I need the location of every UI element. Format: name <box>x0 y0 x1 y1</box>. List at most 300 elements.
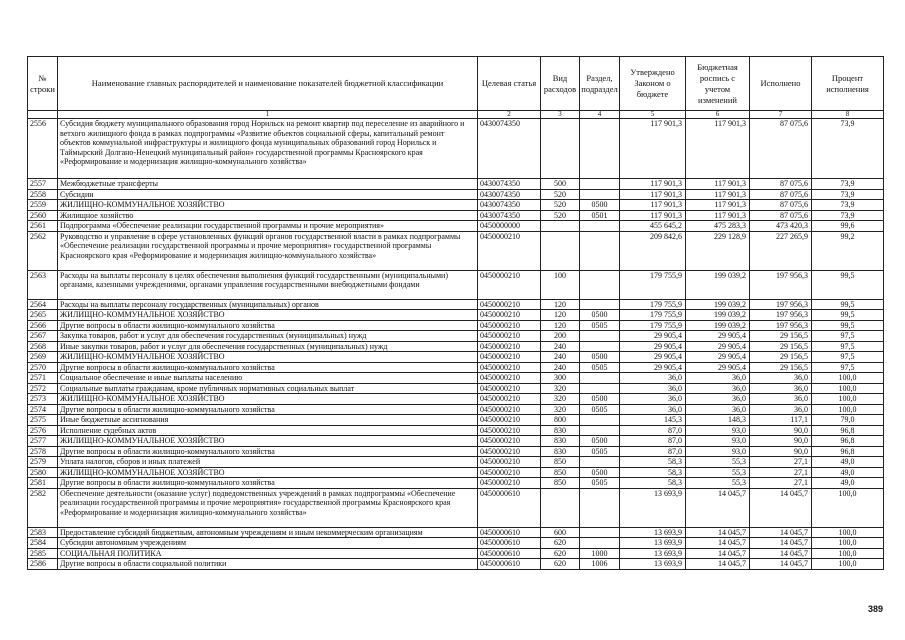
budget-schedule-cell: 199 039,2 <box>686 270 750 299</box>
column-number: 2 <box>478 111 541 119</box>
table-row <box>28 179 884 190</box>
row-number-cell: 2577 <box>28 436 58 447</box>
name-cell: Другие вопросы в области жилищно-коммунального хозяйства <box>58 478 478 489</box>
column-number: 7 <box>750 111 812 119</box>
percent-cell: 100,0 <box>812 373 884 384</box>
executed-cell: 87 075,6 <box>750 200 812 211</box>
row-number-cell: 2567 <box>28 331 58 342</box>
section-cell: 0500 <box>580 310 620 321</box>
row-number-cell: 2576 <box>28 425 58 436</box>
percent-cell: 99,5 <box>812 270 884 299</box>
section-cell <box>580 189 620 200</box>
executed-cell: 29 156,5 <box>750 331 812 342</box>
expense-type-cell: 830 <box>541 446 580 457</box>
budget-schedule-cell: 14 045,7 <box>686 548 750 559</box>
row-number-cell: 2579 <box>28 457 58 468</box>
percent-cell: 100,0 <box>812 488 884 527</box>
expense-type-cell: 300 <box>541 373 580 384</box>
approved-cell: 117 901,3 <box>620 179 686 190</box>
target-article-cell: 0450000210 <box>478 331 541 342</box>
section-cell: 0505 <box>580 478 620 489</box>
section-cell: 0501 <box>580 210 620 221</box>
name-cell: Уплата налогов, сборов и иных платежей <box>58 457 478 468</box>
expense-type-cell: 120 <box>541 320 580 331</box>
percent-cell: 100,0 <box>812 527 884 538</box>
executed-cell: 197 956,3 <box>750 320 812 331</box>
executed-cell: 36,0 <box>750 373 812 384</box>
name-cell: Субсидии автономным учреждениям <box>58 538 478 549</box>
section-cell <box>580 425 620 436</box>
column-number: 3 <box>541 111 580 119</box>
table-row <box>28 119 884 179</box>
expense-type-cell: 850 <box>541 457 580 468</box>
executed-cell: 14 045,7 <box>750 538 812 549</box>
budget-schedule-cell: 199 039,2 <box>686 299 750 310</box>
target-article-cell: 0450000210 <box>478 320 541 331</box>
table-row <box>28 559 884 570</box>
executed-cell: 29 156,5 <box>750 341 812 352</box>
table-row <box>28 270 884 299</box>
row-number-cell: 2557 <box>28 179 58 190</box>
approved-cell: 87,0 <box>620 425 686 436</box>
approved-cell: 58,3 <box>620 467 686 478</box>
header-approved: Утверждено Законом о бюджете <box>620 57 686 111</box>
table-row <box>28 299 884 310</box>
table-row <box>28 415 884 426</box>
approved-cell: 179 755,9 <box>620 299 686 310</box>
section-cell: 0500 <box>580 394 620 405</box>
executed-cell: 117,1 <box>750 415 812 426</box>
expense-type-cell: 320 <box>541 394 580 405</box>
section-cell: 0500 <box>580 436 620 447</box>
approved-cell: 36,0 <box>620 394 686 405</box>
row-number-cell: 2568 <box>28 341 58 352</box>
target-article-cell: 0450000610 <box>478 538 541 549</box>
approved-cell: 29 905,4 <box>620 331 686 342</box>
row-number-cell: 2564 <box>28 299 58 310</box>
percent-cell: 79,0 <box>812 415 884 426</box>
expense-type-cell: 520 <box>541 210 580 221</box>
expense-type-cell: 500 <box>541 179 580 190</box>
section-cell <box>580 527 620 538</box>
name-cell: Расходы на выплаты персоналу государственных (муниципальных) органов <box>58 299 478 310</box>
approved-cell: 87,0 <box>620 446 686 457</box>
approved-cell: 58,3 <box>620 457 686 468</box>
approved-cell: 29 905,4 <box>620 352 686 363</box>
budget-schedule-cell: 117 901,3 <box>686 210 750 221</box>
section-cell <box>580 179 620 190</box>
name-cell: Социальные выплаты гражданам, кроме публичных нормативных социальных выплат <box>58 383 478 394</box>
expense-type-cell <box>541 488 580 527</box>
header-expense-type: Вид расходов <box>541 57 580 111</box>
section-cell <box>580 415 620 426</box>
approved-cell: 145,3 <box>620 415 686 426</box>
approved-cell: 117 901,3 <box>620 119 686 179</box>
target-article-cell: 0450000610 <box>478 548 541 559</box>
budget-schedule-cell: 93,0 <box>686 436 750 447</box>
executed-cell: 27,1 <box>750 467 812 478</box>
section-cell <box>580 231 620 270</box>
table-row <box>28 331 884 342</box>
target-article-cell: 0450000210 <box>478 425 541 436</box>
budget-schedule-cell: 36,0 <box>686 404 750 415</box>
executed-cell: 197 956,3 <box>750 270 812 299</box>
table-row <box>28 210 884 221</box>
target-article-cell: 0450000210 <box>478 467 541 478</box>
approved-cell: 58,3 <box>620 478 686 489</box>
section-cell: 0500 <box>580 200 620 211</box>
row-number-cell: 2585 <box>28 548 58 559</box>
row-number-cell: 2556 <box>28 119 58 179</box>
section-cell <box>580 457 620 468</box>
budget-schedule-cell: 14 045,7 <box>686 527 750 538</box>
approved-cell: 117 901,3 <box>620 210 686 221</box>
target-article-cell: 0430074350 <box>478 119 541 179</box>
executed-cell: 29 156,5 <box>750 362 812 373</box>
name-cell: Другие вопросы в области жилищно-коммунального хозяйства <box>58 320 478 331</box>
section-cell <box>580 119 620 179</box>
percent-cell: 100,0 <box>812 559 884 570</box>
row-number-cell: 2571 <box>28 373 58 384</box>
expense-type-cell <box>541 221 580 232</box>
percent-cell: 73,9 <box>812 179 884 190</box>
name-cell: Иные бюджетные ассигнования <box>58 415 478 426</box>
executed-cell: 90,0 <box>750 425 812 436</box>
target-article-cell: 0450000210 <box>478 352 541 363</box>
budget-schedule-cell: 117 901,3 <box>686 179 750 190</box>
name-cell: Другие вопросы в области жилищно-коммунального хозяйства <box>58 404 478 415</box>
section-cell <box>580 341 620 352</box>
approved-cell: 13 693,9 <box>620 548 686 559</box>
name-cell: Закупка товаров, работ и услуг для обеспечения государственных (муниципальных) нужд <box>58 331 478 342</box>
target-article-cell: 0450000000 <box>478 221 541 232</box>
executed-cell: 14 045,7 <box>750 559 812 570</box>
row-number-cell: 2572 <box>28 383 58 394</box>
row-number-cell: 2561 <box>28 221 58 232</box>
column-number: 1 <box>58 111 478 119</box>
budget-schedule-cell: 199 039,2 <box>686 310 750 321</box>
section-cell <box>580 488 620 527</box>
approved-cell: 13 693,9 <box>620 538 686 549</box>
name-cell: Социальное обеспечение и иные выплаты населению <box>58 373 478 384</box>
table-body <box>28 119 884 570</box>
row-number-cell: 2565 <box>28 310 58 321</box>
table-row <box>28 221 884 232</box>
executed-cell: 87 075,6 <box>750 210 812 221</box>
row-number-cell: 2570 <box>28 362 58 373</box>
row-number-cell: 2583 <box>28 527 58 538</box>
budget-schedule-cell: 117 901,3 <box>686 200 750 211</box>
table-row <box>28 310 884 321</box>
budget-schedule-cell: 229 128,9 <box>686 231 750 270</box>
target-article-cell: 0430074350 <box>478 189 541 200</box>
expense-type-cell: 120 <box>541 310 580 321</box>
section-cell <box>580 270 620 299</box>
approved-cell: 179 755,9 <box>620 310 686 321</box>
executed-cell: 14 045,7 <box>750 548 812 559</box>
approved-cell: 36,0 <box>620 383 686 394</box>
target-article-cell: 0450000610 <box>478 559 541 570</box>
table-row <box>28 383 884 394</box>
name-cell: Расходы на выплаты персоналу в целях обеспечения выполнения функций государственными (муниципальными) органами, казенными учреждениями, органами управления государственными внебюджетными фондами <box>58 270 478 299</box>
name-cell: Жилищное хозяйство <box>58 210 478 221</box>
approved-cell: 29 905,4 <box>620 362 686 373</box>
budget-schedule-cell: 55,3 <box>686 457 750 468</box>
approved-cell: 29 905,4 <box>620 341 686 352</box>
executed-cell: 29 156,5 <box>750 352 812 363</box>
executed-cell: 87 075,6 <box>750 119 812 179</box>
percent-cell: 73,9 <box>812 189 884 200</box>
section-cell <box>580 331 620 342</box>
percent-cell: 73,9 <box>812 119 884 179</box>
percent-cell: 97,5 <box>812 362 884 373</box>
expense-type-cell: 320 <box>541 383 580 394</box>
table-row <box>28 527 884 538</box>
budget-schedule-cell: 14 045,7 <box>686 538 750 549</box>
target-article-cell: 0450000210 <box>478 457 541 468</box>
percent-cell: 99,5 <box>812 320 884 331</box>
table-row <box>28 446 884 457</box>
section-cell <box>580 221 620 232</box>
approved-cell: 179 755,9 <box>620 270 686 299</box>
budget-schedule-cell: 148,3 <box>686 415 750 426</box>
table-row <box>28 341 884 352</box>
section-cell <box>580 538 620 549</box>
expense-type-cell: 520 <box>541 189 580 200</box>
target-article-cell: 0430074350 <box>478 179 541 190</box>
percent-cell: 100,0 <box>812 538 884 549</box>
name-cell: Обеспечение деятельности (оказание услуг) подведомственных учреждений в рамках подпрограммы «Обеспечение реализации государственной программы и прочие мероприятия» государственной программы Красноярского края «Реформирование и модернизация жилищно-коммунального хозяйства» <box>58 488 478 527</box>
executed-cell: 197 956,3 <box>750 310 812 321</box>
executed-cell: 197 956,3 <box>750 299 812 310</box>
percent-cell: 73,9 <box>812 200 884 211</box>
executed-cell: 90,0 <box>750 436 812 447</box>
column-number: 5 <box>620 111 686 119</box>
budget-sheet <box>27 56 883 570</box>
budget-schedule-cell: 36,0 <box>686 383 750 394</box>
row-number-cell: 2578 <box>28 446 58 457</box>
name-cell: Предоставление субсидий бюджетным, автономным учреждениям и иным некоммерческим организациям <box>58 527 478 538</box>
percent-cell: 96,8 <box>812 436 884 447</box>
section-cell <box>580 383 620 394</box>
section-cell: 0500 <box>580 352 620 363</box>
table-row <box>28 425 884 436</box>
approved-cell: 87,0 <box>620 436 686 447</box>
approved-cell: 13 693,9 <box>620 488 686 527</box>
target-article-cell: 0450000210 <box>478 270 541 299</box>
column-number-row <box>28 111 884 119</box>
approved-cell: 36,0 <box>620 373 686 384</box>
expense-type-cell: 620 <box>541 559 580 570</box>
percent-cell: 99,5 <box>812 299 884 310</box>
expense-type-cell: 850 <box>541 467 580 478</box>
executed-cell: 14 045,7 <box>750 488 812 527</box>
budget-schedule-cell: 29 905,4 <box>686 331 750 342</box>
expense-type-cell: 620 <box>541 538 580 549</box>
target-article-cell: 0430074350 <box>478 210 541 221</box>
percent-cell: 100,0 <box>812 394 884 405</box>
target-article-cell: 0450000210 <box>478 383 541 394</box>
row-number-cell: 2580 <box>28 467 58 478</box>
percent-cell: 49,0 <box>812 467 884 478</box>
name-cell: Другие вопросы в области жилищно-коммунального хозяйства <box>58 362 478 373</box>
name-cell: Руководство и управление в сфере установленных функций органов государственной власти в рамках подпрограммы «Обеспечение реализации государственной программы и прочие мероприятия» государственной программы Красноярского края «Реформирование и модернизация жилищно-коммунального хозяйства» <box>58 231 478 270</box>
expense-type-cell: 120 <box>541 299 580 310</box>
percent-cell: 97,5 <box>812 352 884 363</box>
target-article-cell: 0450000210 <box>478 404 541 415</box>
table-row <box>28 436 884 447</box>
row-number-cell: 2569 <box>28 352 58 363</box>
target-article-cell: 0450000210 <box>478 299 541 310</box>
percent-cell: 49,0 <box>812 457 884 468</box>
expense-type-cell: 600 <box>541 527 580 538</box>
executed-cell: 90,0 <box>750 446 812 457</box>
target-article-cell: 0450000210 <box>478 436 541 447</box>
table-row <box>28 373 884 384</box>
table-row <box>28 404 884 415</box>
name-cell: ЖИЛИЩНО-КОММУНАЛЬНОЕ ХОЗЯЙСТВО <box>58 436 478 447</box>
name-cell: ЖИЛИЩНО-КОММУНАЛЬНОЕ ХОЗЯЙСТВО <box>58 394 478 405</box>
budget-schedule-cell: 36,0 <box>686 373 750 384</box>
executed-cell: 27,1 <box>750 478 812 489</box>
section-cell: 0505 <box>580 404 620 415</box>
expense-type-cell: 240 <box>541 362 580 373</box>
percent-cell: 99,2 <box>812 231 884 270</box>
approved-cell: 117 901,3 <box>620 189 686 200</box>
executed-cell: 227 265,9 <box>750 231 812 270</box>
approved-cell: 13 693,9 <box>620 559 686 570</box>
table-row <box>28 352 884 363</box>
expense-type-cell: 830 <box>541 436 580 447</box>
section-cell: 0505 <box>580 446 620 457</box>
percent-cell: 100,0 <box>812 404 884 415</box>
approved-cell: 13 693,9 <box>620 527 686 538</box>
header-target-article: Целевая статья <box>478 57 541 111</box>
budget-schedule-cell: 29 905,4 <box>686 341 750 352</box>
budget-schedule-cell: 55,3 <box>686 467 750 478</box>
expense-type-cell: 100 <box>541 270 580 299</box>
approved-cell: 179 755,9 <box>620 320 686 331</box>
column-number: 4 <box>580 111 620 119</box>
target-article-cell: 0450000210 <box>478 415 541 426</box>
executed-cell: 36,0 <box>750 394 812 405</box>
table-row <box>28 488 884 527</box>
row-number-cell: 2581 <box>28 478 58 489</box>
section-cell: 0505 <box>580 362 620 373</box>
table-row <box>28 320 884 331</box>
target-article-cell: 0450000210 <box>478 362 541 373</box>
section-cell <box>580 373 620 384</box>
target-article-cell: 0450000610 <box>478 527 541 538</box>
budget-table <box>27 56 884 570</box>
executed-cell: 36,0 <box>750 404 812 415</box>
percent-cell: 96,8 <box>812 446 884 457</box>
budget-schedule-cell: 36,0 <box>686 394 750 405</box>
name-cell: ЖИЛИЩНО-КОММУНАЛЬНОЕ ХОЗЯЙСТВО <box>58 310 478 321</box>
name-cell: Иные закупки товаров, работ и услуг для обеспечения государственных (муниципальных) нужд <box>58 341 478 352</box>
expense-type-cell <box>541 119 580 179</box>
row-number-cell: 2584 <box>28 538 58 549</box>
budget-schedule-cell: 29 905,4 <box>686 352 750 363</box>
percent-cell: 97,5 <box>812 331 884 342</box>
approved-cell: 36,0 <box>620 404 686 415</box>
expense-type-cell: 520 <box>541 200 580 211</box>
budget-schedule-cell: 117 901,3 <box>686 189 750 200</box>
header-budget-schedule: Бюджетная роспись с учетом изменений <box>686 57 750 111</box>
budget-schedule-cell: 93,0 <box>686 446 750 457</box>
table-row <box>28 231 884 270</box>
table-row <box>28 538 884 549</box>
executed-cell: 14 045,7 <box>750 527 812 538</box>
name-cell: Другие вопросы в области социальной политики <box>58 559 478 570</box>
row-number-cell: 2563 <box>28 270 58 299</box>
section-cell <box>580 299 620 310</box>
target-article-cell: 0450000210 <box>478 446 541 457</box>
approved-cell: 455 645,2 <box>620 221 686 232</box>
name-cell: ЖИЛИЩНО-КОММУНАЛЬНОЕ ХОЗЯЙСТВО <box>58 467 478 478</box>
expense-type-cell: 800 <box>541 415 580 426</box>
target-article-cell: 0450000210 <box>478 341 541 352</box>
page-number: 389 <box>867 604 883 614</box>
name-cell: Межбюджетные трансферты <box>58 179 478 190</box>
executed-cell: 87 075,6 <box>750 179 812 190</box>
row-number-cell: 2574 <box>28 404 58 415</box>
expense-type-cell: 240 <box>541 341 580 352</box>
row-number-cell: 2573 <box>28 394 58 405</box>
name-cell: Субсидия бюджету муниципального образования город Норильск на ремонт квартир под переселение из аварийного и ветхого жилищного фонда в рамках подпрограммы «Развитие объектов социальной сферы, капитальный ремонт объектов коммунальной инфраструктуры и жилищного фонда муниципальных образований город Норильск и Таймырский Долгано-Ненецкий муниципальный район» государственной программы Красноярского края «Реформирование и модернизация жилищно-коммунального хозяйства» <box>58 119 478 179</box>
budget-schedule-cell: 14 045,7 <box>686 559 750 570</box>
row-number-cell: 2582 <box>28 488 58 527</box>
budget-schedule-cell: 29 905,4 <box>686 362 750 373</box>
section-cell: 0505 <box>580 320 620 331</box>
column-number: 8 <box>812 111 884 119</box>
name-cell: ЖИЛИЩНО-КОММУНАЛЬНОЕ ХОЗЯЙСТВО <box>58 352 478 363</box>
section-cell: 1006 <box>580 559 620 570</box>
target-article-cell: 0450000610 <box>478 488 541 527</box>
target-article-cell: 0450000210 <box>478 310 541 321</box>
table-row <box>28 394 884 405</box>
row-number-cell: 2586 <box>28 559 58 570</box>
row-number-cell: 2559 <box>28 200 58 211</box>
table-row <box>28 548 884 559</box>
header-name: Наименование главных распорядителей и наименование показателей бюджетной классификации <box>58 57 478 111</box>
column-number: 6 <box>686 111 750 119</box>
percent-cell: 100,0 <box>812 383 884 394</box>
target-article-cell: 0450000210 <box>478 478 541 489</box>
executed-cell: 473 420,3 <box>750 221 812 232</box>
row-number-cell: 2575 <box>28 415 58 426</box>
name-cell: Субсидии <box>58 189 478 200</box>
expense-type-cell <box>541 231 580 270</box>
table-row <box>28 478 884 489</box>
table-row <box>28 189 884 200</box>
row-number-cell: 2566 <box>28 320 58 331</box>
header-percent: Процент исполнения <box>812 57 884 111</box>
expense-type-cell: 620 <box>541 548 580 559</box>
header-row <box>28 57 884 111</box>
header-executed: Исполнено <box>750 57 812 111</box>
table-row <box>28 467 884 478</box>
column-number <box>28 111 58 119</box>
expense-type-cell: 320 <box>541 404 580 415</box>
target-article-cell: 0430074350 <box>478 200 541 211</box>
executed-cell: 36,0 <box>750 383 812 394</box>
budget-schedule-cell: 55,3 <box>686 478 750 489</box>
target-article-cell: 0450000210 <box>478 373 541 384</box>
expense-type-cell: 240 <box>541 352 580 363</box>
section-cell: 1000 <box>580 548 620 559</box>
budget-schedule-cell: 199 039,2 <box>686 320 750 331</box>
